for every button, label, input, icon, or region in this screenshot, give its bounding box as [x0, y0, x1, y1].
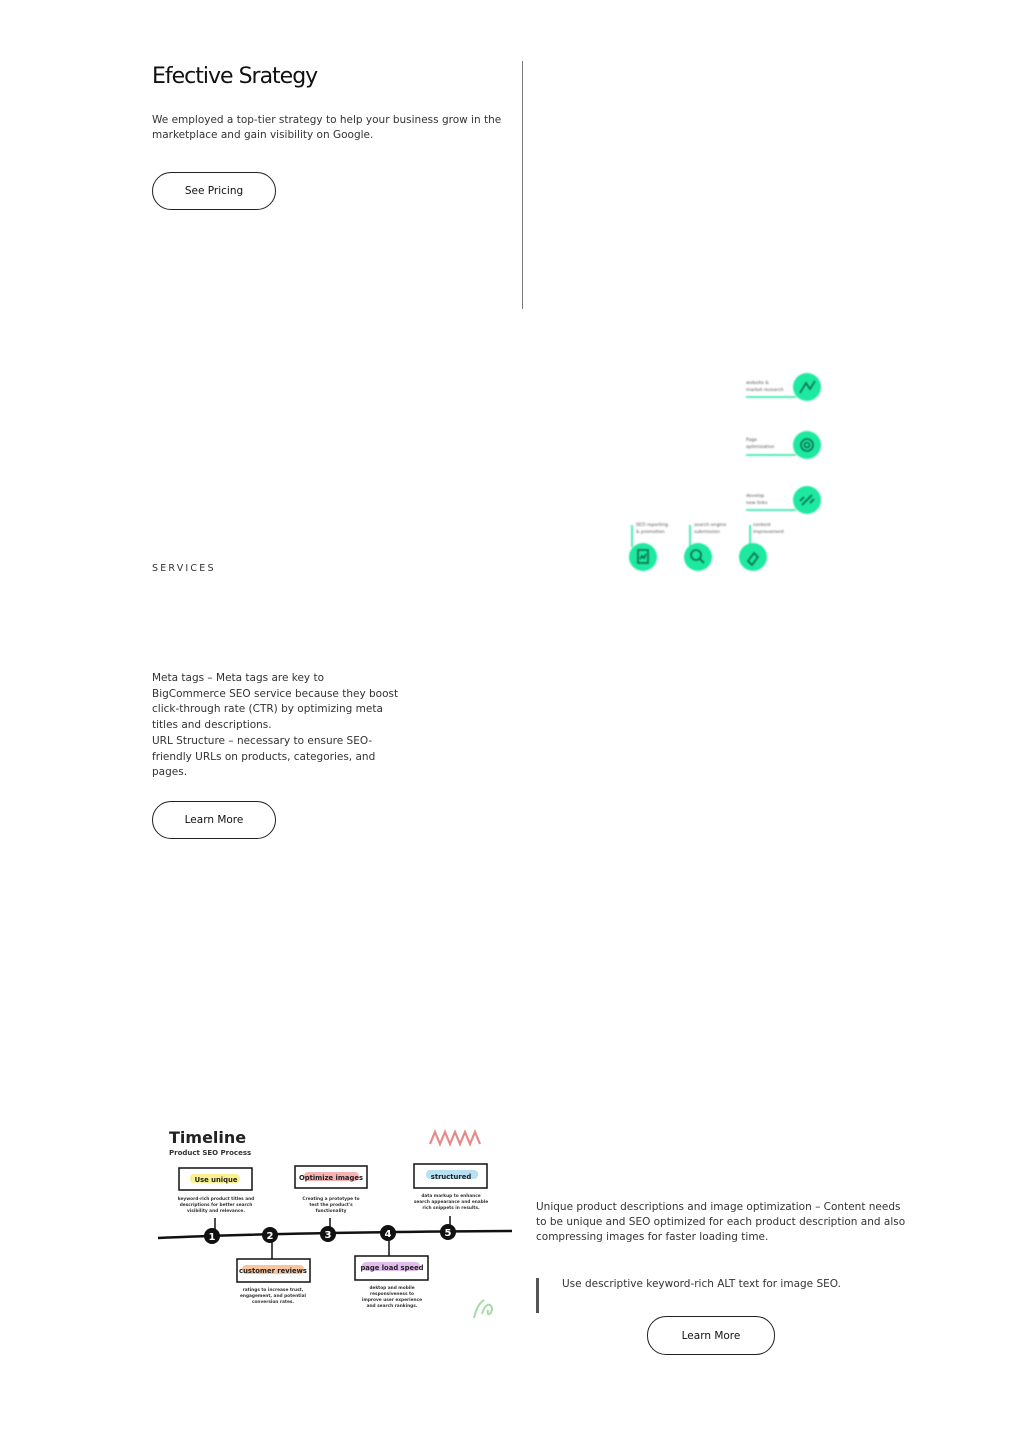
timeline-title: Timeline: [169, 1128, 247, 1147]
content-text-line: to be unique and SEO optimized for each product description and also: [536, 1216, 906, 1228]
content-learn-more-button[interactable]: Learn More: [647, 1316, 775, 1355]
timeline-step-label: Optimize images: [298, 1174, 364, 1182]
flow-label: search engine: [694, 523, 727, 528]
timeline-step-desc: data markup to enhance: [421, 1194, 481, 1199]
timeline-step-desc: functionality: [315, 1209, 347, 1214]
flow-label: submission: [694, 530, 720, 535]
services-text-line: pages.: [152, 766, 188, 779]
services-text-line: friendly URLs on products, categories, and: [152, 750, 376, 763]
quote-text: Use descriptive keyword-rich ALT text for image SEO.: [562, 1278, 841, 1290]
timeline-step-number: 3: [324, 1230, 332, 1241]
section-divider: [522, 61, 523, 309]
timeline-step-label: structured: [430, 1173, 472, 1181]
services-text-line: titles and descriptions.: [152, 719, 272, 732]
hero-description: We employed a top-tier strategy to help your business grow in the marketplace and gain visibility on Google.: [152, 114, 502, 141]
timeline-step-desc: and search rankings.: [366, 1304, 418, 1309]
flow-label: website &: [746, 381, 769, 386]
hero-title: Efective Srategy: [152, 64, 318, 89]
services-learn-more-button[interactable]: Learn More: [152, 801, 276, 839]
timeline-step-desc: dektop and mobile: [369, 1286, 415, 1291]
flow-label: develop: [746, 494, 765, 499]
timeline-step-number: 1: [208, 1232, 216, 1243]
timeline-step-desc: improve user experience: [361, 1298, 423, 1303]
flow-label: SEO reporting: [636, 523, 669, 528]
services-text: [152, 671, 412, 781]
content-text-line: compressing images for faster loading time.: [536, 1231, 769, 1243]
see-pricing-button[interactable]: See Pricing: [152, 172, 276, 210]
timeline-step-desc: responsiveness to: [369, 1292, 415, 1297]
timeline-step-desc: descriptions for better search: [179, 1203, 253, 1208]
services-text-line: click-through rate (CTR) by optimizing meta: [152, 703, 383, 716]
timeline-step-number: 2: [266, 1231, 274, 1242]
timeline-step-desc: ratings to increase trust,: [242, 1288, 304, 1293]
flow-label: content: [753, 523, 771, 528]
timeline-step-number: 5: [444, 1228, 452, 1239]
timeline-step-desc: test the product's: [309, 1203, 353, 1208]
flow-label: Page: [746, 438, 758, 443]
flow-label: new links: [746, 501, 768, 506]
timeline-step-desc: engagement, and potential: [239, 1294, 307, 1299]
timeline-step-desc: visibility and relevance.: [187, 1209, 245, 1214]
timeline-step-number: 4: [384, 1229, 392, 1240]
squiggle-doodle-icon: [474, 1300, 492, 1318]
timeline-step-label: page load speed: [360, 1264, 424, 1272]
seo-services-flow-graphic: [620, 365, 835, 580]
zigzag-doodle-icon: [430, 1132, 480, 1144]
timeline-step-desc: conversion rates.: [251, 1300, 295, 1305]
timeline-step-desc: keyword-rich product titles and: [177, 1197, 255, 1202]
flow-label: & promotion: [636, 530, 665, 535]
timeline-subtitle: Product SEO Process: [169, 1149, 252, 1157]
product-seo-timeline-graphic: [152, 1118, 518, 1328]
quote-bar: [536, 1278, 539, 1313]
flow-label: improvement: [753, 530, 784, 535]
timeline-step-desc: Creating a prototype to: [302, 1197, 360, 1202]
content-text: [536, 1200, 906, 1245]
timeline-step-desc: search appearance and enable: [413, 1200, 489, 1205]
content-text-line: Unique product descriptions and image optimization – Content needs: [536, 1201, 901, 1213]
timeline-step-desc: rich snippets in results.: [422, 1206, 480, 1211]
services-text-line: Meta tags – Meta tags are key to: [152, 672, 325, 684]
services-text-line: URL Structure – necessary to ensure SEO-: [152, 734, 373, 747]
flow-label: optimization: [746, 445, 775, 450]
services-eyebrow: SERVICES: [152, 563, 216, 574]
timeline-step-label: Use unique: [194, 1176, 238, 1184]
flow-label: market research: [746, 388, 784, 393]
timeline-step-label: customer reviews: [239, 1267, 307, 1275]
services-text-line: BigCommerce SEO service because they boost: [152, 687, 399, 700]
